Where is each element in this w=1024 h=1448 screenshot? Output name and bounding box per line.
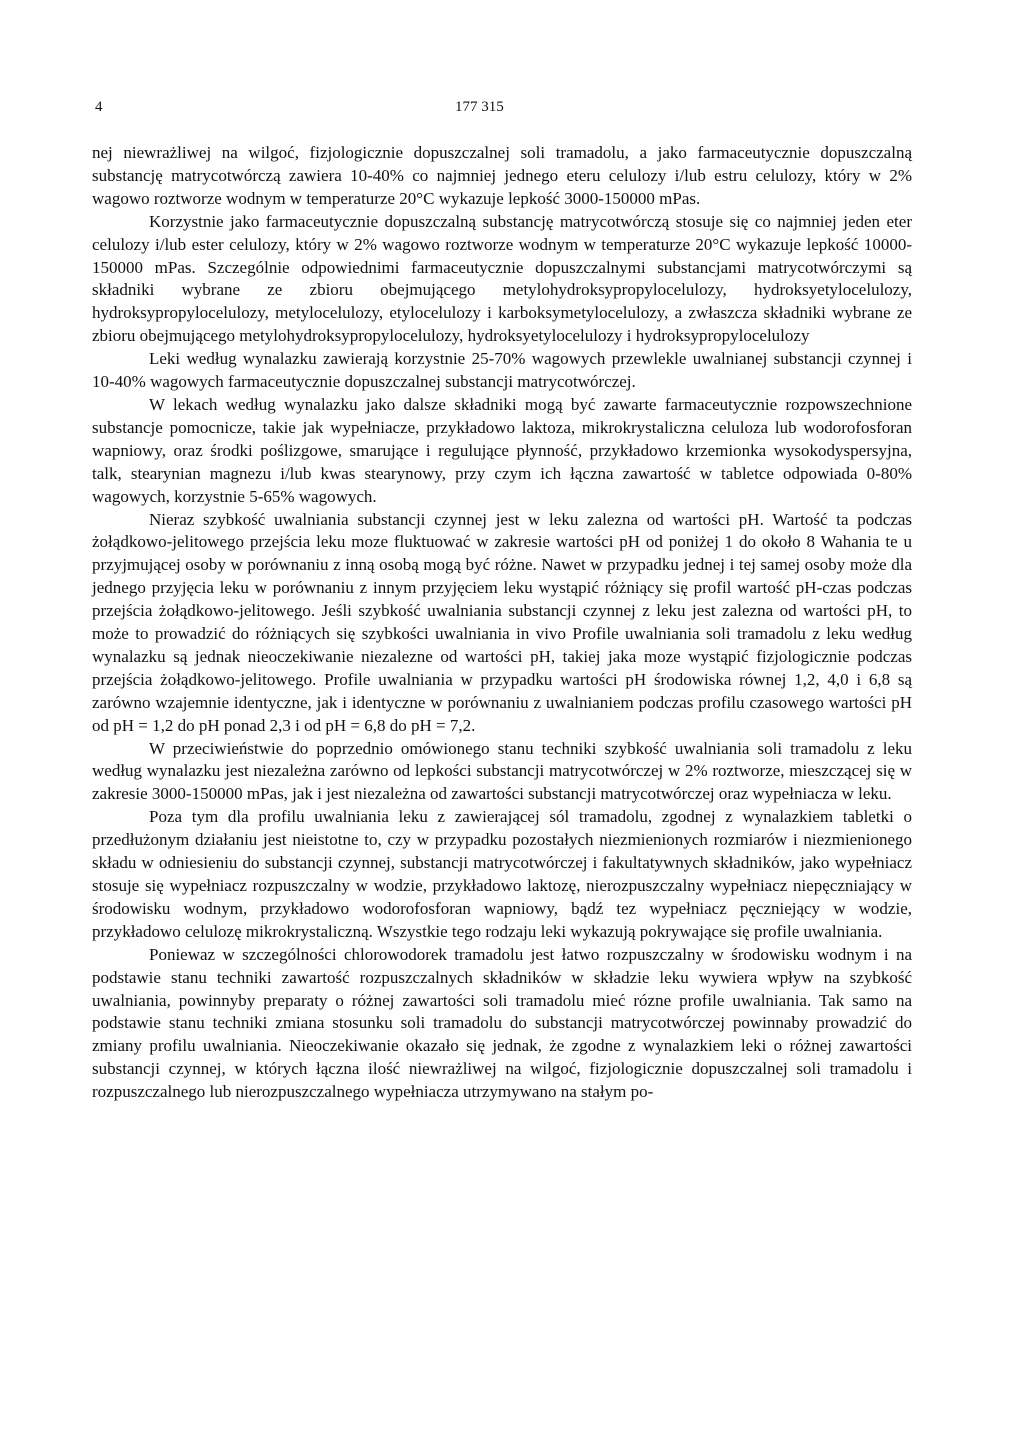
paragraph: Korzystnie jako farmaceutycznie dopuszczalną substancję matrycotwórczą stosuje się co najmniej jeden eter celulozy i/lub ester celulozy, który w 2% wagowo roztworze wodnym w temperaturze 20°C wykazuje lepkość 10000-150000 mPas. Szczególnie odpowiednimi farmaceutycznie dopuszczalnymi substancjami matrycotwórczymi są składniki wybrane ze zbioru obejmującego metylohydroksypropylocelulozy, hydroksyetylocelulozy, hydroksypropylocelulozy, metylocelulozy, etylocelulozy i karboksymetylocelulozy, a zwłaszcza składniki wybrane ze zbioru obejmującego metylohydroksypropylocelulozy, hydroksyetylocelulozy i hydroksypropylocelulozy [92,211,912,346]
patent-number: 177 315 [455,99,504,115]
page-number: 4 [95,99,103,115]
paragraph-continuation: nej niewrażliwej na wilgoć, fizjologicznie dopuszczalnej soli tramadolu, a jako farmaceutycznie dopuszczalną substancję matrycotwórczą zawiera 10-40% co najmniej jednego eteru celulozy i/lub estru celulozy, który w 2% wagowo roztworze wodnym w temperaturze 20°C wykazuje lepkość 3000-150000 mPas. [92,143,912,208]
body-text [92,142,912,1104]
paragraph: W lekach według wynalazku jako dalsze składniki mogą być zawarte farmaceutycznie rozpowszechnione substancje pomocnicze, takie jak wypełniacze, przykładowo laktoza, mikrokrystaliczna celuloza lub wodorofosforan wapniowy, oraz środki poślizgowe, smarujące i regulujące płynność, przykładowo krzemionka wysokodyspersyjna, talk, stearynian magnezu i/lub kwas stearynowy, przy czym ich łączna zawartość w tabletce odpowiada 0-80% wagowych, korzystnie 5-65% wagowych. [92,394,912,506]
page-header [0,99,1024,123]
paragraph: Nieraz szybkość uwalniania substancji czynnej jest w leku zalezna od wartości pH. Wartość ta podczas żołądkowo-jelitowego przejścia leku moze fluktuować w zakresie wartości pH od poniżej 1 do około 8 Wahania te u przyjmującej osoby w porównaniu z inną osobą mogą być różne. Nawet w przypadku jednej i tej samej osoby może dla jednego przyjęcia leku w porównaniu z innym przyjęciem leku wystąpić różniący się profil wartość pH-czas podczas przejścia żołądkowo-jelitowego. Jeśli szybkość uwalniania substancji czynnej z leku jest zalezna od wartości pH, to może to prowadzić do różniących się szybkości uwalniania in vivo Profile uwalniania soli tramadolu z leku według wynalazku są jednak nieoczekiwanie niezalezne od wartości pH, takiej jaka moze wystąpić fizjologicznie podczas przejścia żołądkowo-jelitowego. Profile uwalniania w przypadku wartości pH środowiska równej 1,2, 4,0 i 6,8 są zarówno wzajemnie identyczne, jak i identyczne w porównaniu z uwalnianiem podczas profilu czasowego wartości pH od pH = 1,2 do pH ponad 2,3 i od pH = 6,8 do pH = 7,2. [92,509,912,735]
paragraph: W przeciwieństwie do poprzednio omówionego stanu techniki szybkość uwalniania soli tramadolu z leku według wynalazku jest niezależna zarówno od lepkości substancji matrycotwórczej w 2% roztworze, mieszczącej się w zakresie 3000-150000 mPas, jak i jest niezależna od zawartości substancji matrycotwórczej oraz wypełniacza w leku. [92,738,912,804]
paragraph: Poza tym dla profilu uwalniania leku z zawierającej sól tramadolu, zgodnej z wynalazkiem tabletki o przedłużonym działaniu jest nieistotne to, czy w przypadku pozostałych niezmienionych rozmiarów i niezmienionego składu w odniesieniu do substancji czynnej, substancji matrycotwórczej i fakultatywnych składników, jako wypełniacz stosuje się wypełniacz rozpuszczalny w wodzie, przykładowo laktozę, nierozpuszczalny wypełniacz niepęczniający w środowisku wodnym, przykładowo wodorofosforan wapniowy, bądź tez wypełniacz pęczniejący w wodzie, przykładowo celulozę mikrokrystaliczną. Wszystkie tego rodzaju leki wykazują pokrywające się profile uwalniania. [92,807,912,941]
paragraph: Poniewaz w szczególności chlorowodorek tramadolu jest łatwo rozpuszczalny w środowisku wodnym i na podstawie stanu techniki zawartość rozpuszczalnych składników w składzie leku wywiera wpływ na szybkość uwalniania, powinnyby preparaty o różnej zawartości soli tramadolu mieć rózne profile uwalniania. Tak samo na podstawie stanu techniki zmiana stosunku soli tramadolu do substancji matrycotwórczej powinnaby prowadzić do zmiany profilu uwalniania. Nieoczekiwanie okazało się jednak, że zgodne z wynalazkiem leki o różnej zawartości substancji czynnej, w których łączna ilość niewrażliwej na wilgoć, fizjologicznie dopuszczalnej soli tramadolu i rozpuszczalnego lub nierozpuszczalnego wypełniacza utrzymywano na stałym po- [92,944,912,1102]
paragraph: Leki według wynalazku zawierają korzystnie 25-70% wagowych przewlekle uwalnianej substancji czynnej i 10-40% wagowych farmaceutycznie dopuszczalnej substancji matrycotwórczej. [92,349,912,392]
